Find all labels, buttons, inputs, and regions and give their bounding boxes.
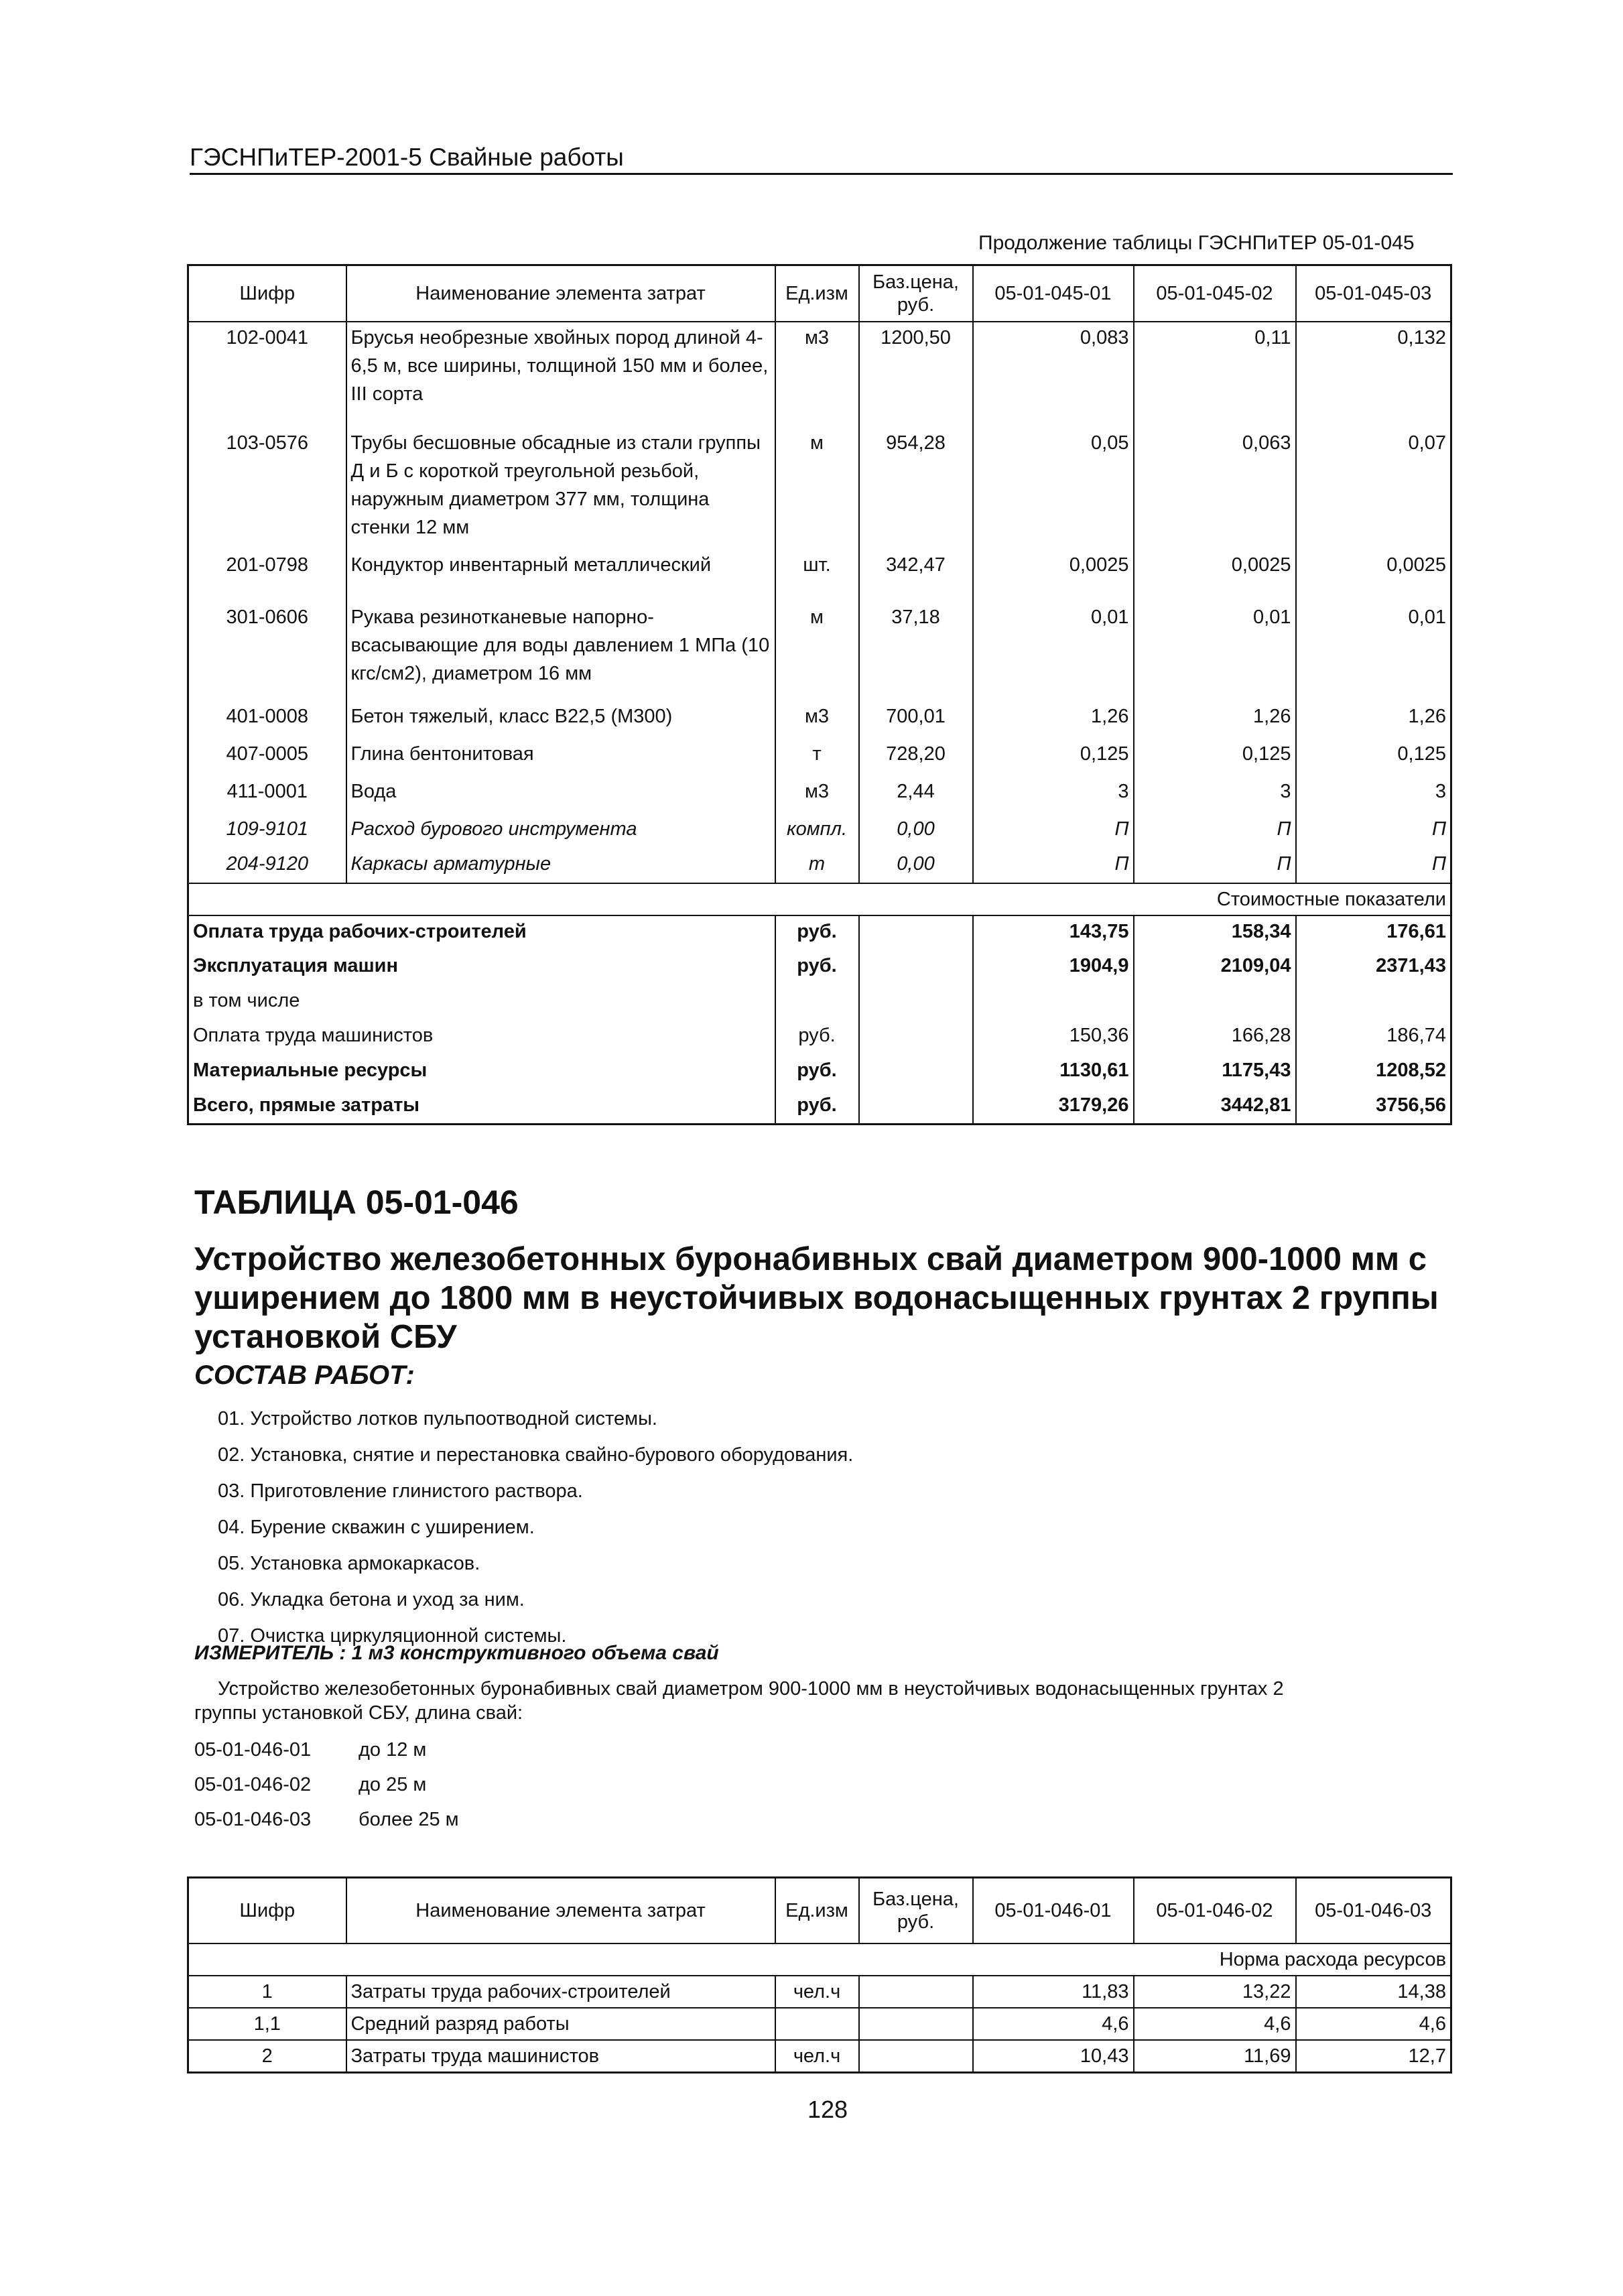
cost-row (188, 950, 1451, 985)
value-cell: П (1134, 848, 1296, 883)
code-length: до 25 м (359, 1774, 427, 1795)
cipher-cell: 201-0798 (226, 554, 309, 576)
value-cell: 2371,43 (1296, 950, 1451, 985)
value-cell: 150,36 (973, 1020, 1134, 1055)
unit-cell: чел.ч (775, 1976, 859, 2008)
value-cell: 14,38 (1296, 1976, 1451, 2008)
column-header: Шифр (188, 1878, 346, 1943)
page-number: 128 (807, 2096, 848, 2123)
value-cell: П (1296, 848, 1451, 883)
value-cell (1296, 985, 1451, 1020)
name-cell: Трубы бесшовные обсадные из стали группы Д и Б с короткой треугольной резьбой, наружным диаметром 377 мм, толщина стенки 12 мм (346, 428, 775, 550)
name-cell: Затраты труда машинистов (346, 2040, 775, 2073)
name-cell: Кондуктор инвентарный металлический (346, 550, 775, 602)
description-line-1: Устройство железобетонных буронабивных свай диаметром 900-1000 мм в неустойчивых водонасыщенных грунтах 2 (218, 1678, 1284, 1700)
name-cell: Брусья необрезные хвойных пород длиной 4-6,5 м, все ширины, толщиной 150 мм и более, III сорта (346, 322, 775, 428)
value-cell: 0,01 (973, 602, 1134, 701)
value-cell (1134, 985, 1296, 1020)
unit-cell: руб. (775, 915, 859, 950)
cipher-cell: 411-0001 (226, 780, 308, 802)
value-cell: 0,083 (973, 322, 1134, 428)
cost-row (188, 1055, 1451, 1090)
table-row (188, 701, 1451, 739)
cipher-cell: 2 (188, 2040, 346, 2073)
column-header: 05-01-045-03 (1296, 265, 1451, 322)
description-line-2: группы установкой СБУ, длина свай: (194, 1702, 523, 1724)
column-header: Наименование элемента затрат (346, 265, 775, 322)
unit-cell: м (775, 428, 859, 550)
unit-cell: руб. (775, 1090, 859, 1125)
value-cell: 143,75 (973, 915, 1134, 950)
value-cell: 0,125 (1134, 739, 1296, 776)
empty-cell (188, 1943, 973, 1976)
value-cell: 1,26 (973, 701, 1134, 739)
value-cell: 13,22 (1134, 1976, 1296, 2008)
unit-cell: компл. (775, 814, 859, 848)
cipher-cell: 109-9101 (226, 818, 309, 840)
value-cell: 3179,26 (973, 1090, 1134, 1125)
value-cell: 0,063 (1134, 428, 1296, 550)
value-cell: 1904,9 (973, 950, 1134, 985)
code-length: до 12 м (359, 1739, 427, 1761)
price-cell (859, 915, 973, 950)
value-cell: 0,125 (1296, 739, 1451, 776)
price-cell: 700,01 (859, 701, 973, 739)
value-cell: 3 (1134, 776, 1296, 814)
code-number: 05-01-046-02 (194, 1774, 312, 1795)
value-cell: 3756,56 (1296, 1090, 1451, 1125)
price-cell (859, 950, 973, 985)
table-row (188, 1976, 1451, 2008)
column-header: 05-01-046-03 (1296, 1878, 1451, 1943)
value-cell: 3442,81 (1134, 1090, 1296, 1125)
table-row (188, 739, 1451, 776)
cipher-cell: 1,1 (188, 2008, 346, 2040)
unit-cell: руб. (775, 950, 859, 985)
norm-header-row (188, 1943, 1451, 1976)
cipher-cell: 102-0041 (226, 326, 309, 348)
name-cell: Глина бентонитовая (346, 739, 775, 776)
measure-unit: ИЗМЕРИТЕЛЬ : 1 м3 конструктивного объема свай (194, 1642, 719, 1664)
cost-name: Оплата труда машинистов (193, 1024, 434, 1046)
value-cell: 4,6 (973, 2008, 1134, 2040)
unit-cell (775, 985, 859, 1020)
unit-cell: шт. (775, 550, 859, 602)
value-cell: 0,07 (1296, 428, 1451, 550)
name-cell: Средний разряд работы (346, 2008, 775, 2040)
value-cell: П (973, 848, 1134, 883)
value-cell: 0,0025 (1296, 550, 1451, 602)
price-cell (859, 1055, 973, 1090)
table-header-row (188, 1878, 1451, 1943)
value-cell: 0,0025 (973, 550, 1134, 602)
table-number: ТАБЛИЦА 05-01-046 (194, 1184, 519, 1221)
value-cell: 1175,43 (1134, 1055, 1296, 1090)
table-row (188, 602, 1451, 701)
value-cell: 10,43 (973, 2040, 1134, 2073)
value-cell: 0,01 (1134, 602, 1296, 701)
works-list (218, 1401, 853, 1654)
value-cell (973, 985, 1134, 1020)
code-item (194, 1739, 459, 1774)
value-cell: 0,05 (973, 428, 1134, 550)
column-header: Шифр (188, 265, 346, 322)
column-header: 05-01-046-01 (973, 1878, 1134, 1943)
price-cell: 1200,50 (859, 322, 973, 428)
work-item: 05. Установка армокаркасов. (218, 1553, 480, 1574)
table-row (188, 776, 1451, 814)
value-cell: 2109,04 (1134, 950, 1296, 985)
value-cell: 1,26 (1296, 701, 1451, 739)
code-item (194, 1809, 459, 1844)
column-header: 05-01-045-02 (1134, 265, 1296, 322)
value-cell: 186,74 (1296, 1020, 1451, 1055)
value-cell: 1208,52 (1296, 1055, 1451, 1090)
value-cell: 3 (973, 776, 1134, 814)
value-cell: 11,83 (973, 1976, 1134, 2008)
page-header: ГЭСНПиТЕР-2001-5 Свайные работы (190, 143, 624, 171)
value-cell: 11,69 (1134, 2040, 1296, 2073)
table-row (188, 848, 1451, 883)
unit-cell: м (775, 602, 859, 701)
name-cell: Расход бурового инструмента (346, 814, 775, 848)
unit-cell: руб. (775, 1055, 859, 1090)
resource-table-045 (187, 264, 1452, 1125)
price-cell: 0,00 (859, 848, 973, 883)
unit-cell: руб. (775, 1020, 859, 1055)
column-header: 05-01-045-01 (973, 265, 1134, 322)
cost-row (188, 1090, 1451, 1125)
value-cell: П (1296, 814, 1451, 848)
value-cell: 1,26 (1134, 701, 1296, 739)
cost-name: Всего, прямые затраты (193, 1094, 420, 1116)
value-cell: 3 (1296, 776, 1451, 814)
table-row (188, 550, 1451, 602)
value-cell: 0,11 (1134, 322, 1296, 428)
cost-name: Оплата труда рабочих-строителей (193, 920, 527, 942)
name-cell: Затраты труда рабочих-строителей (346, 1976, 775, 2008)
value-cell: 0,01 (1296, 602, 1451, 701)
name-cell: Каркасы арматурные (346, 848, 775, 883)
unit-cell: м3 (775, 776, 859, 814)
norm-header: Норма расхода ресурсов (973, 1943, 1451, 1976)
work-item: 04. Бурение скважин с уширением. (218, 1517, 535, 1538)
value-cell: 1130,61 (973, 1055, 1134, 1090)
cipher-cell: 1 (261, 1980, 273, 2002)
name-cell: Вода (346, 776, 775, 814)
unit-cell: м3 (775, 322, 859, 428)
unit-cell: чел.ч (775, 2040, 859, 2073)
price-cell: 728,20 (859, 739, 973, 776)
column-header: Ед.изм (775, 265, 859, 322)
code-number: 05-01-046-03 (194, 1809, 312, 1830)
unit-cell: м3 (775, 701, 859, 739)
cost-row (188, 985, 1451, 1020)
cipher-cell: 301-0606 (226, 606, 309, 628)
value-cell: П (973, 814, 1134, 848)
price-cell (859, 2008, 973, 2040)
value-cell: 4,6 (1134, 2008, 1296, 2040)
work-item: 07. Очистка циркуляционной системы. (218, 1625, 567, 1647)
cost-header-row (188, 883, 1451, 915)
price-cell (859, 1090, 973, 1125)
cost-name: в том числе (193, 989, 300, 1011)
cost-row (188, 1020, 1451, 1055)
cipher-cell: 103-0576 (226, 432, 309, 454)
column-header: Ед.изм (775, 1878, 859, 1943)
work-item: 02. Установка, снятие и перестановка свайно-бурового оборудования. (218, 1444, 854, 1466)
code-list (194, 1739, 459, 1844)
price-cell (859, 985, 973, 1020)
price-cell (859, 1020, 973, 1055)
price-cell (859, 1976, 973, 2008)
value-cell: 0,0025 (1134, 550, 1296, 602)
cipher-cell: 204-9120 (226, 852, 309, 875)
column-header: 05-01-046-02 (1134, 1878, 1296, 1943)
cost-name: Эксплуатация машин (193, 954, 399, 976)
price-cell: 342,47 (859, 550, 973, 602)
price-cell: 37,18 (859, 602, 973, 701)
work-item: 03. Приготовление глинистого раствора. (218, 1480, 583, 1502)
value-cell: П (1134, 814, 1296, 848)
value-cell: 176,61 (1296, 915, 1451, 950)
table-row (188, 814, 1451, 848)
work-item: 06. Укладка бетона и уход за ним. (218, 1589, 525, 1610)
code-item (194, 1774, 459, 1809)
continuation-note: Продолжение таблицы ГЭСНПиТЕР 05-01-045 (978, 232, 1415, 254)
value-cell: 158,34 (1134, 915, 1296, 950)
unit-cell: т (775, 739, 859, 776)
price-cell: 954,28 (859, 428, 973, 550)
table-title: Устройство железобетонных буронабивных свай диаметром 900-1000 мм с уширением до 1800 мм в неустойчивых водонасыщенных грунтах 2 группы установкой СБУ (194, 1241, 1439, 1355)
table-row (188, 322, 1451, 428)
value-cell: 0,132 (1296, 322, 1451, 428)
cost-header: Стоимостные показатели (973, 883, 1451, 915)
value-cell: 12,7 (1296, 2040, 1451, 2073)
unit-cell: т (775, 848, 859, 883)
code-number: 05-01-046-01 (194, 1739, 312, 1761)
column-header: Наименование элемента затрат (346, 1878, 775, 1943)
price-cell: 0,00 (859, 814, 973, 848)
table-header-row (188, 265, 1451, 322)
column-header: Баз.цена, руб. (859, 1878, 973, 1943)
price-cell (859, 2040, 973, 2073)
unit-cell (775, 2008, 859, 2040)
empty-cell (188, 883, 973, 915)
cipher-cell: 401-0008 (226, 705, 309, 727)
cost-name: Материальные ресурсы (193, 1059, 428, 1081)
table-row (188, 428, 1451, 550)
column-header: Баз.цена, руб. (859, 265, 973, 322)
value-cell: 4,6 (1296, 2008, 1451, 2040)
code-length: более 25 м (359, 1809, 459, 1830)
table-row (188, 2040, 1451, 2073)
works-label: СОСТАВ РАБОТ: (194, 1360, 415, 1390)
value-cell: 0,125 (973, 739, 1134, 776)
cost-row (188, 915, 1451, 950)
name-cell: Рукава резинотканевые напорно-всасывающие для воды давлением 1 МПа (10 кгс/см2), диаметром 16 мм (346, 602, 775, 701)
work-item: 01. Устройство лотков пульпоотводной системы. (218, 1408, 657, 1429)
table-row (188, 2008, 1451, 2040)
name-cell: Бетон тяжелый, класс В22,5 (М300) (346, 701, 775, 739)
cipher-cell: 407-0005 (226, 743, 309, 765)
value-cell: 166,28 (1134, 1020, 1296, 1055)
resource-table-046 (187, 1876, 1452, 2074)
price-cell: 2,44 (859, 776, 973, 814)
header-rule (190, 173, 1453, 175)
